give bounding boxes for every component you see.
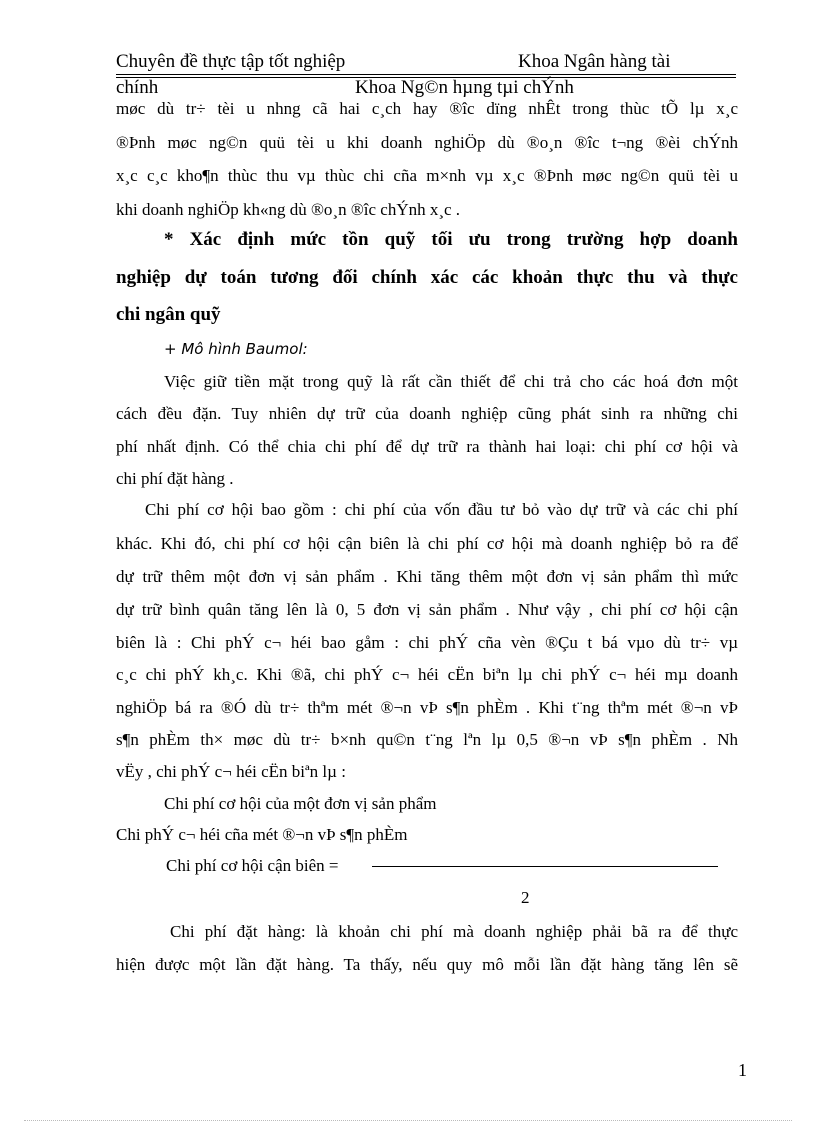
header-right: Khoa Ngân hàng tài (518, 51, 671, 72)
header-left: Chuyên đề thực tập tốt nghiệp (116, 51, 346, 72)
formula-numerator: Chi phí cơ hội của một đơn vị sản phẩm (164, 794, 437, 813)
paragraph1-line: khi doanh nghiÖp kh«ng dù ®o¸n ®îc chÝnh x¸c . (116, 200, 461, 219)
paragraph4-line: Chi phí đặt hàng: là khoản chi phí mà doanh nghiệp phải bã ra để thực (170, 922, 738, 941)
fraction-bar (372, 866, 718, 867)
paragraph2-line: chi phí đặt hàng . (116, 469, 234, 488)
paragraph3-line: s¶n phÈm th× møc dù tr÷ b×nh qu©n t¨ng lªn lµ 0,5 ®¬n vÞ s¶n phÈm . Nh (116, 730, 738, 749)
paragraph1-line: x¸c c¸c kho¶n thùc thu vµ thùc chi cña m×nh vµ x¸c ®Þnh møc ng©n quü tèi u (116, 166, 738, 185)
paragraph3-line: nghiÖp bá ra ®Ó dù tr÷ thªm mét ®¬n vÞ s¶n phÈm . Khi t¨ng thªm mét ®¬n vÞ (116, 698, 738, 717)
paragraph3-line: dự trữ bình quân tăng lên là 0, 5 đơn vị sản phẩm . Như vậy , chi phí cơ hội cận (116, 600, 738, 619)
formula-denominator: 2 (521, 888, 530, 907)
paragraph3-line: dự trữ thêm một đơn vị sản phẩm . Khi tăng thêm một đơn vị sản phẩm thì mức (116, 567, 738, 586)
page-bottom-border (24, 1120, 792, 1121)
paragraph1-line: ®Þnh møc ng©n quü tèi u khi doanh nghiÖp dù ®o¸n ®îc t¬ng ®èi chÝnh (116, 133, 738, 152)
paragraph2-line: phí nhất định. Có thể chia chi phí để dự trữ ra thành hai loại: chi phí cơ hội và (116, 437, 738, 456)
paragraph2-line: Việc giữ tiền mặt trong quỹ là rất cần thiết để chi trả cho các hoá đơn một (164, 372, 738, 391)
paragraph3-line: Chi phí cơ hội bao gồm : chi phí của vốn đầu tư bỏ vào dự trữ và các chi phí (145, 500, 738, 519)
paragraph4-line: hiện được một lần đặt hàng. Ta thấy, nếu quy mô mỗi lần đặt hàng tăng lên sẽ (116, 955, 738, 974)
section-heading-line: chi ngân quỹ (116, 304, 221, 325)
section-heading-line: nghiệp dự toán tương đối chính xác các khoản thực thu và thực (116, 267, 738, 288)
paragraph2-line: cách đều đặn. Tuy nhiên dự trữ của doanh nghiệp cũng phát sinh ra những chi (116, 404, 738, 423)
paragraph1-line: møc dù tr÷ tèi u nhng cã hai c¸ch hay ®îc dïng nhÊt trong thùc tÕ lµ x¸c (116, 99, 738, 118)
header-line2-center: Khoa Ng©n hµng tµi chÝnh (355, 77, 574, 98)
subheading-baumol: + Mô hình Baumol: (164, 340, 308, 358)
formula-lhs: Chi phí cơ hội cận biên = (166, 856, 339, 875)
paragraph3-line: biên là : Chi phÝ c¬ héi bao gåm : chi phÝ cña vèn ®Çu t bá vµo dù tr÷ vµ (116, 633, 738, 652)
paragraph3-line: vËy , chi phÝ c¬ héi cËn biªn lµ : (116, 762, 346, 781)
header-line2-left: chính (116, 77, 159, 98)
header-rule (116, 74, 736, 75)
paragraph3-line: khác. Khi đó, chi phí cơ hội cận biên là chi phí cơ hội mà doanh nghiệp bỏ ra để (116, 534, 738, 553)
section-heading-line: * Xác định mức tồn quỹ tối ưu trong trường hợp doanh (164, 229, 738, 250)
page-number: 1 (738, 1060, 747, 1080)
paragraph3-line: c¸c chi phÝ kh¸c. Khi ®ã, chi phÝ c¬ héi cËn biªn lµ chi phÝ c¬ héi mµ doanh (116, 665, 738, 684)
formula-numerator-legacy: Chi phÝ c¬ héi cña mét ®¬n vÞ s¶n phÈm (116, 825, 408, 844)
